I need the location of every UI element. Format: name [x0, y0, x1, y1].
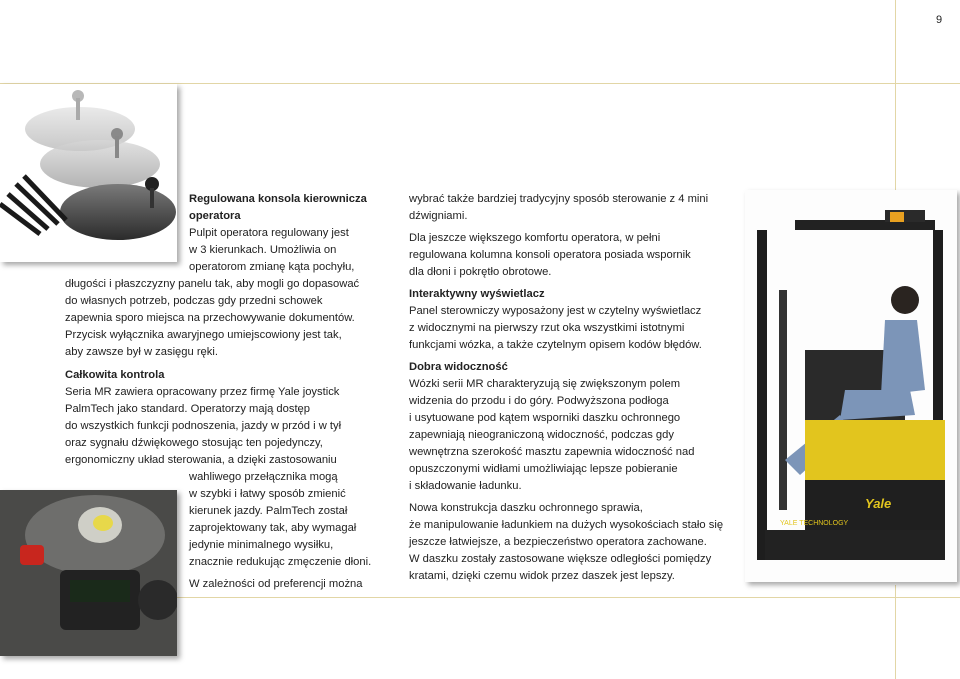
heading-display: Interaktywny wyświetlacz — [409, 288, 545, 300]
display-text-line: z widocznymi na pierwszy rzut oka wszystkimi istotnymi — [409, 322, 685, 334]
visibility-text-line: zapewniają nieograniczoną widoczność, podczas gdy — [409, 429, 674, 441]
control-text-line: kierunek jazdy. PalmTech został — [189, 505, 348, 517]
heading-visibility: Dobra widoczność — [409, 361, 508, 373]
console-text-line: Pulpit operatora regulowany jest — [189, 227, 349, 239]
roof-text-line: jeszcze łatwiejsze, a bezpieczeństwo operatora zachowane. — [409, 536, 707, 548]
comfort-text-line: Dla jeszcze większego komfortu operatora, w pełni — [409, 232, 661, 244]
visibility-text-line: widzenia do przodu i do góry. Podwyższona podłoga — [409, 395, 669, 407]
visibility-text-line: i usytuowane pod kątem wsporniki daszku ochronnego — [409, 412, 681, 424]
control-text-line: w szybki i łatwy sposób zmienić — [189, 488, 346, 500]
console-text-line: w 3 kierunkach. Umożliwia on — [189, 244, 337, 256]
heading-total-control: Całkowita kontrola — [65, 369, 165, 381]
control-text-line: zaprojektowany tak, aby wymagał — [189, 522, 357, 534]
console-text-line: do własnych potrzeb, podczas gdy przedni schowek — [65, 295, 323, 307]
margin-rule-top — [895, 0, 896, 190]
control-text-line: oraz sygnału dźwiękowego stosując ten pojedynczy, — [65, 437, 323, 449]
levers-text-line: wybrać także bardziej tradycyjny sposób sterowanie z 4 mini — [409, 193, 709, 205]
truck-side-text: YALE TECHNOLOGY — [780, 520, 849, 527]
roof-text-line: W daszku zostały zastosowane większe odległości pomiędzy — [409, 553, 712, 565]
roof-text-line: że manipulowanie ładunkiem na dużych wysokościach stało się — [409, 519, 724, 531]
control-text-line: Seria MR zawiera opracowany przez firmę Yale joystick — [65, 386, 340, 398]
heading-console-line2: operatora — [189, 210, 241, 222]
console-text-line: zapewnia sporo miejsca na przechowywanie dokumentów. — [65, 312, 355, 324]
joystick-photo — [0, 490, 177, 656]
yale-logo: Yale — [865, 496, 892, 511]
control-text-line: jedynie minimalnego wysiłku, — [189, 539, 334, 551]
levers-text-line: dźwigniami. — [409, 210, 468, 222]
heading-console: Regulowana konsola kierownicza — [189, 193, 367, 205]
visibility-text-line: Wózki serii MR charakteryzują się zwiększonym polem — [409, 378, 681, 390]
comfort-text-line: regulowana kolumna konsoli operatora posiada wspornik — [409, 249, 691, 261]
console-text-line: operatorom zmianę kąta pochyłu, — [189, 261, 355, 273]
display-text-line: Panel sterowniczy wyposażony jest w czytelny wyświetlacz — [409, 305, 702, 317]
preference-text-line: W zależności od preferencji można — [189, 578, 363, 590]
control-text-line: znacznie redukując zmęczenie dłoni. — [189, 556, 372, 568]
truck-photo — [745, 190, 957, 582]
visibility-text-line: wewnętrzna szerokość masztu zapewnia widoczność nad — [409, 446, 695, 458]
console-photo — [0, 84, 177, 262]
comfort-text-line: dla dłoni i pokrętło obrotowe. — [409, 266, 552, 278]
control-text-line: do wszystkich funkcji podnoszenia, jazdy w przód i w tył — [65, 420, 342, 432]
control-text-line: PalmTech jako standard. Operatorzy mają dostęp — [65, 403, 311, 415]
visibility-text-line: i składowanie ładunku. — [409, 480, 522, 492]
control-text-line: wahliwego przełącznika mogą — [189, 471, 338, 483]
roof-text-line: Nowa konstrukcja daszku ochronnego sprawia, — [409, 502, 643, 514]
console-text-line: Przycisk wyłącznika awaryjnego umiejscowiony jest tak, — [65, 329, 342, 341]
visibility-text-line: opuszczonymi widłami umożliwiając lepsze pobieranie — [409, 463, 678, 475]
margin-rule-bottom — [895, 585, 896, 679]
console-text-line: długości i płaszczyzny panelu tak, aby mogli go dopasować — [65, 278, 360, 290]
roof-text-line: kratami, dzięki czemu widok przez daszek jest lepszy. — [409, 570, 675, 582]
console-text-line: aby zawsze był w zasięgu ręki. — [65, 346, 218, 358]
control-text-line: ergonomiczny układ sterowania, a dzięki zastosowaniu — [65, 454, 337, 466]
page-number: 9 — [936, 14, 943, 26]
display-text-line: funkcjami wózka, a także czytelnym opisem kodów błędów. — [409, 339, 702, 351]
